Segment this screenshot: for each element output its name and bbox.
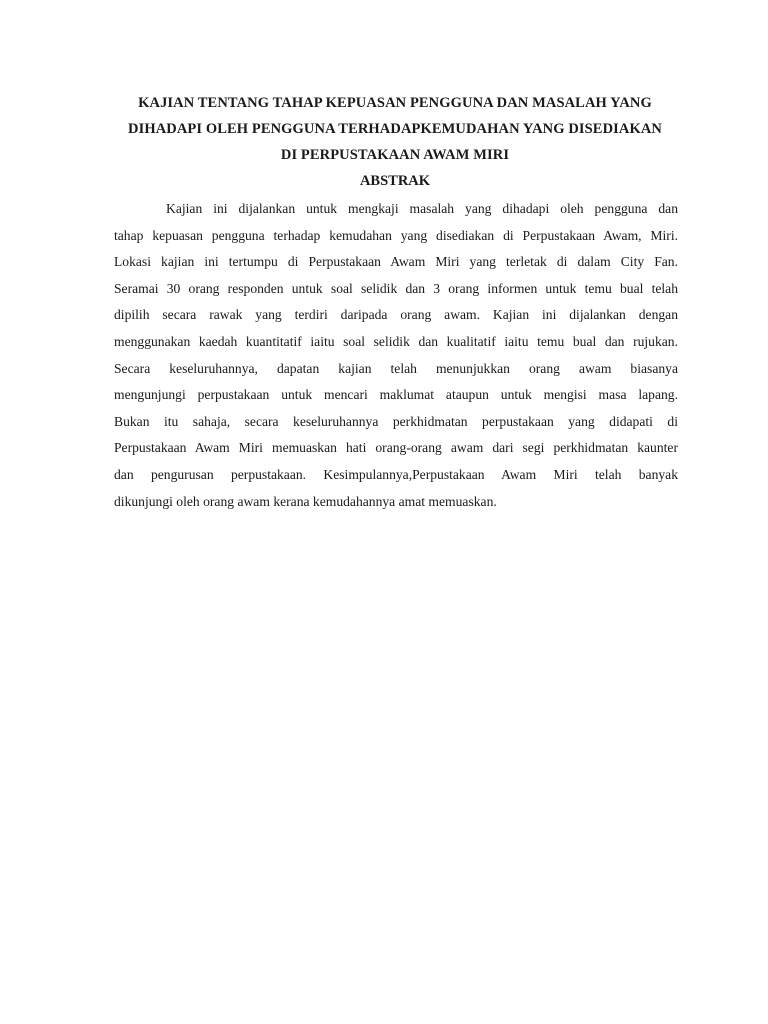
document-title [100, 90, 690, 168]
paragraph-line: dan pengurusan perpustakaan. Kesimpulannya,Perpustakaan Awam Miri telah banyak [114, 466, 678, 482]
paragraph-line: Perpustakaan Awam Miri memuaskan hati orang-orang awam dari segi perkhidmatan kaunter [114, 440, 678, 456]
paragraph-line: Bukan itu sahaja, secara keseluruhannya perkhidmatan perpustakaan yang didapati di [114, 413, 678, 429]
abstract-heading: ABSTRAK [359, 173, 431, 189]
paragraph-line: menggunakan kaedah kuantitatif iaitu soal selidik dan kualitatif iaitu temu bual dan rujukan. [114, 333, 678, 349]
paragraph-line: Kajian ini dijalankan untuk mengkaji masalah yang dihadapi oleh pengguna dan [166, 201, 678, 216]
paragraph-line: Seramai 30 orang responden untuk soal selidik dan 3 orang informen untuk temu bual telah [114, 280, 678, 296]
paragraph-line: Lokasi kajian ini tertumpu di Perpustakaan Awam Miri yang terletak di dalam City Fan. [114, 254, 678, 270]
paragraph-line: tahap kepuasan pengguna terhadap kemudahan yang disediakan di Perpustakaan Awam, Miri. [114, 227, 678, 243]
paragraph-line: Secara keseluruhannya, dapatan kajian telah menunjukkan orang awam biasanya [114, 360, 678, 376]
title-line: KAJIAN TENTANG TAHAP KEPUASAN PENGGUNA DAN MASALAH YANG [138, 95, 652, 111]
paragraph-line: dipilih secara rawak yang terdiri daripada orang awam. Kajian ini dijalankan dengan [114, 307, 678, 323]
title-line: DI PERPUSTAKAAN AWAM MIRI [280, 147, 510, 163]
abstract-paragraph [114, 196, 678, 515]
paragraph-line: dikunjungi oleh orang awam kerana kemudahannya amat memuaskan. [114, 493, 497, 509]
paragraph-line: mengunjungi perpustakaan untuk mencari maklumat ataupun untuk mengisi masa lapang. [114, 387, 678, 403]
title-line: DIHADAPI OLEH PENGGUNA TERHADAPKEMUDAHAN YANG DISEDIAKAN [128, 121, 662, 137]
